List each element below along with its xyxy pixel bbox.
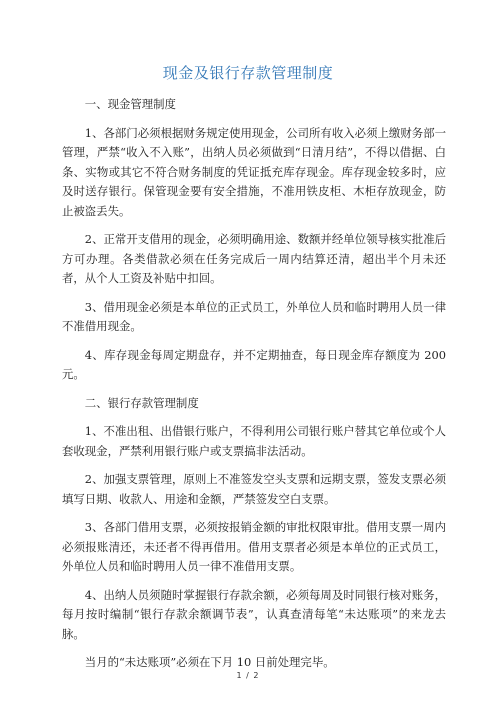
- page-number: 1 / 2: [236, 671, 260, 680]
- paragraph-cash-2: 2、正常开支借用的现金，必须明确用途、数额并经单位领导核实批准后方可办理。各类借款必须在任务完成后一周内结算还清，超出半个月未还者，从个人工资及补贴中扣回。: [62, 232, 446, 285]
- paragraph-bank-2: 2、加强支票管理，原则上不准签发空头支票和远期支票，签发支票必须填写日期、收款人、用途和金额，严禁签发空白支票。: [62, 472, 446, 506]
- section-heading-bank: 二、银行存款管理制度: [84, 395, 199, 410]
- paragraph-bank-1: 1、不准出租、出借银行账户，不得利用公司银行账户替其它单位或个人套收现金，严禁利用银行账户或支票搞非法活动。: [62, 424, 446, 458]
- document-title: 现金及银行存款管理制度: [162, 64, 334, 82]
- paragraph-cash-3: 3、借用现金必须是本单位的正式员工，外单位人员和临时聘用人员一律不准借用现金。: [62, 299, 446, 333]
- paragraph-bank-4: 4、出纳人员须随时掌握银行存款余额，必须每周及时同银行核对账务，每月按时编制“银行存款余额调节表”，认真查清每笔“未达账项”的来龙去脉。: [62, 587, 446, 641]
- section-heading-cash: 一、现金管理制度: [84, 97, 176, 111]
- document-body: [62, 95, 446, 682]
- paragraph-cash-1: 1、各部门必须根据财务规定使用现金，公司所有收入必须上缴财务部一管理，严禁“收入不入账”，出纳人员必须做到“日清月结”，不得以借据、白条、实物或其它不符合财务制度的凭证抵充库存现金。库存现金较多时，应及时送存银行。保管现金要有安全措施，不准用铁皮柜、木柜存放现金，防止被盗丢失。: [62, 125, 446, 218]
- paragraph-bank-3: 3、各部门借用支票，必须按报销金额的审批权限审批。借用支票一周内必须报账清还，未还者不得再借用。借用支票者必须是本单位的正式员工，外单位人员和临时聘用人员一律不准借用支票。: [62, 520, 446, 573]
- paragraph-cash-4: 4、库存现金每周定期盘存，并不定期抽查，每日现金库存额度为 200 元。: [62, 347, 446, 381]
- paragraph-bank-5: 当月的“未达账项”必须在下月 10 日前处理完毕。: [84, 655, 335, 669]
